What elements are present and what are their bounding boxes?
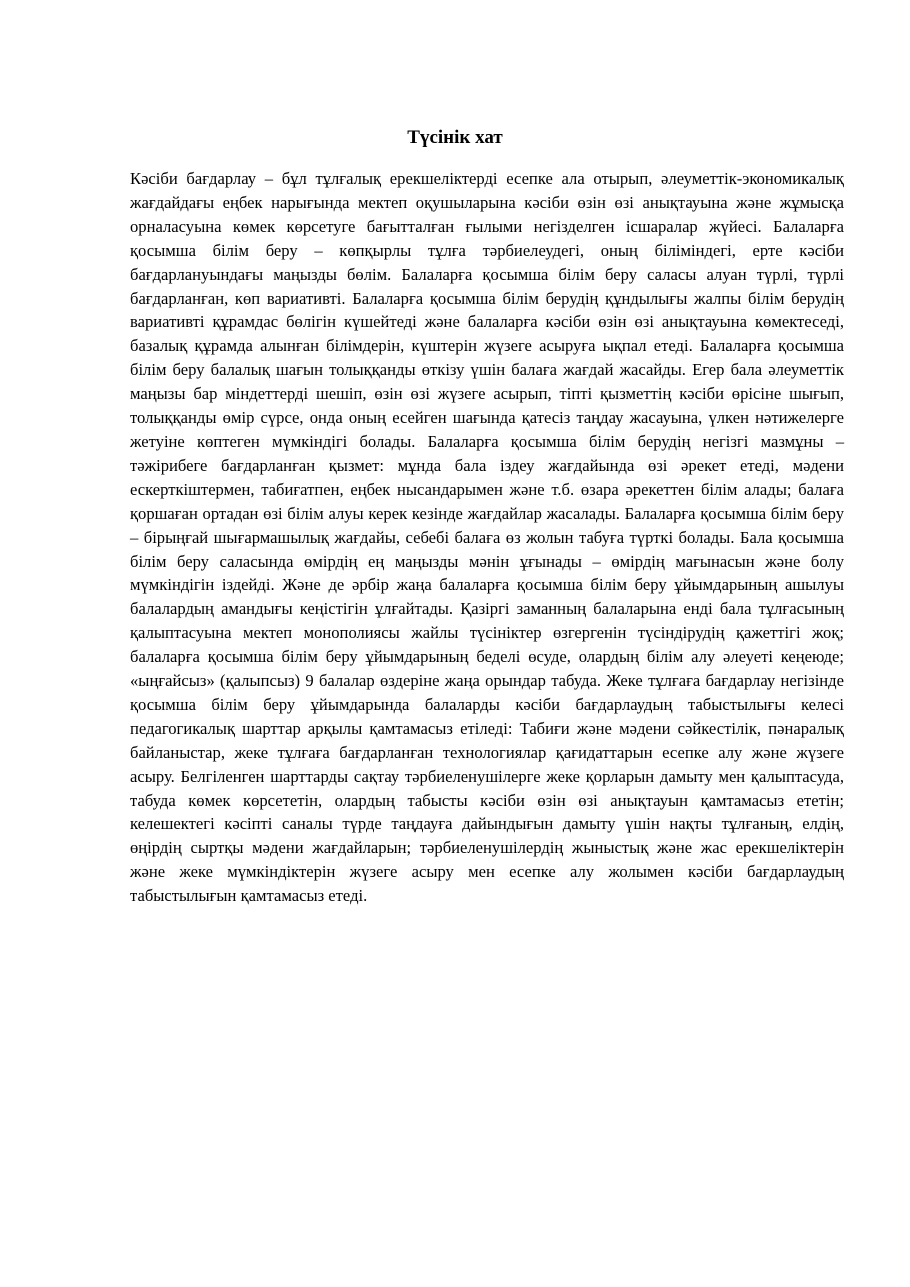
document-title: Түсінік хат	[407, 127, 503, 148]
document-paragraph: Кәсіби бағдарлау – бұл тұлғалық ерекшеліктерді есепке ала отырып, әлеуметтік-экономикалық жағдайдағы еңбек нарығында мектеп оқушыларына кәсіби өзін өзі анықтауына және жұмысқа орналасуына көмек көрсетуге бағытталған ғылыми негізделген ісшаралар жүйесі. Балаларға қосымша білім беру – көпқырлы тұлға тәрбиелеудегі, оның біліміндегі, ерте кәсіби бағдарлануындағы маңызды бөлім. Балаларға қосымша білім беру саласы алуан түрлі, түрлі бағдарланған, көп вариативті. Балаларға қосымша білім берудің құндылығы жалпы білім берудің вариативті құрамдас бөлігін күшейтеді және балаларға кәсіби өзін өзі анықтауына көмектеседі, базалық құрамда алынған білімдерін, күштерін жүзеге асыруға ықпал етеді. Балаларға қосымша білім беру балалық шағын толыққанды өткізу үшін балаға жағдай жасайды. Егер бала әлеуметтік маңызы бар міндеттерді шешіп, өзін өзі жүзеге асырып, тіпті қызметтің кәсіби өрісіне шығып, толыққанды өмір сүрсе, онда оның есейген шағында қатесіз таңдау жасауына, үлкен нәтижелерге жетуіне көптеген мүмкіндігі болады. Балаларға қосымша білім берудің негізгі мазмұны – тәжірибеге бағдарланған қызмет: мұнда бала іздеу жағдайында өзі әрекет етеді, мәдени ескерткіштермен, табиғатпен, еңбек нысандарымен және т.б. өзара әрекеттен білім алады; балаға қоршаған ортадан өзі білім алуы керек кезінде жағдайлар жасалады. Балаларға қосымша білім беру – бірыңғай шығармашылық жағдайы, себебі балаға өз жолын табуға түрткі болады. Бала қосымша білім беру саласында өмірдің ең маңызды мәнін ұғынады – өмірдің мағынасын және болу мүмкіндігін іздейді. Және де әрбір жаңа балаларға қосымша білім беру ұйымдарының ашылуы балалардың амандығы кеңістігін ұлғайтады. Қазіргі заманның балаларына енді бала тұлғасының қалыптасуына мектеп монополиясы жайлы түсініктер өзгергенін түсіндірудің қажеттігі жоқ; балаларға қосымша білім беру ұйымдарының беделі өсуде, олардың білім алу әлеуеті кеңеюде; «ыңғайсыз» (қалыпсыз) 9 балалар өздеріне жаңа орындар табуда. Жеке тұлғаға бағдарлау негізінде қосымша білім беру ұйымдарында балаларды кәсіби бағдарлаудың табыстылығы келесі педагогикалық шарттар арқылы қамтамасыз етіледі: Табиғи және мәдени сәйкестілік, пәнаралық байланыстар, жеке тұлғаға бағдарланған технологиялар қағидаттарын есепке алу және жүзеге асыру. Белгіленген шарттарды сақтау тәрбиеленушілерге жеке қорларын дамыту мен қалыптасуда, табуда көмек көрсететін, олардың табысты кәсіби өзін өзі анықтауын қамтамасыз ететін; келешектегі кәсіпті саналы түрде таңдауға дайындығын дамыту үшін нақты тұлғаның, елдің, өңірдің сыртқы мәдени жағдайларын; тәрбиеленушілердің жыныстық және жас ерекшеліктерін және жеке мүмкіндіктерін жүзеге асыру мен есепке алу жолымен кәсіби бағдарлаудың табыстылығын қамтамасыз етеді.	[130, 169, 844, 906]
